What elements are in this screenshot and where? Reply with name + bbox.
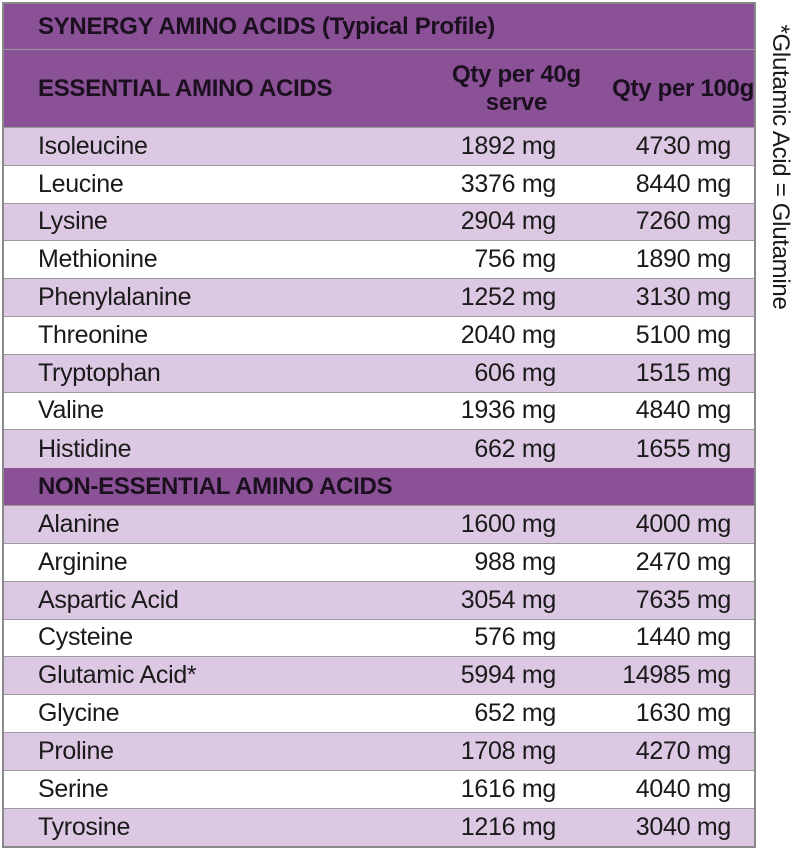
table-row (4, 582, 754, 620)
table-row (4, 695, 754, 733)
amino-acid-name: Phenylalanine (38, 283, 192, 312)
amino-acid-name: Tryptophan (38, 358, 161, 387)
qty-per-serve: 1252 mg (460, 283, 556, 312)
table-title-row (4, 4, 754, 50)
qty-per-100g: 1515 mg (635, 358, 731, 387)
qty-per-serve: 3376 mg (460, 169, 556, 198)
amino-acid-name: Arginine (38, 547, 128, 576)
qty-per-serve: 988 mg (474, 547, 556, 576)
qty-per-100g: 4840 mg (635, 396, 731, 425)
qty-per-serve: 5994 mg (460, 661, 556, 690)
table-row (4, 317, 754, 355)
qty-per-100g: 3130 mg (635, 283, 731, 312)
nonessential-rows (4, 506, 754, 846)
amino-acid-name: Proline (38, 736, 114, 765)
qty-per-serve: 1216 mg (460, 812, 556, 841)
table-row (4, 506, 754, 544)
qty-per-100g: 1890 mg (635, 245, 731, 274)
qty-per-serve: 1936 mg (460, 396, 556, 425)
amino-acid-name: Serine (38, 774, 109, 803)
qty-per-serve: 1600 mg (460, 510, 556, 539)
table-row (4, 657, 754, 695)
table-title: SYNERGY AMINO ACIDS (Typical Profile) (38, 12, 495, 40)
qty-per-serve: 652 mg (474, 699, 556, 728)
table-row (4, 733, 754, 771)
table-row (4, 128, 754, 166)
qty-per-100g: 14985 mg (622, 661, 731, 690)
qty-per-serve: 606 mg (474, 358, 556, 387)
qty-per-100g: 2470 mg (635, 547, 731, 576)
qty-per-100g: 4270 mg (635, 736, 731, 765)
qty-per-100g: 4000 mg (635, 510, 731, 539)
amino-acid-name: Alanine (38, 510, 120, 539)
column-header-row (4, 50, 754, 128)
qty-per-serve: 3054 mg (460, 585, 556, 614)
qty-per-100g: 3040 mg (635, 812, 731, 841)
amino-acid-name: Leucine (38, 169, 124, 198)
footnote (762, 2, 798, 332)
qty-per-100g: 1630 mg (635, 699, 731, 728)
qty-per-100g: 1655 mg (635, 434, 731, 463)
table-row (4, 809, 754, 847)
table-row (4, 771, 754, 809)
footnote-text: *Glutamic Acid = Glutamine (767, 24, 794, 310)
amino-acid-name: Threonine (38, 320, 148, 349)
amino-acid-name: Isoleucine (38, 131, 148, 160)
amino-acid-name: Methionine (38, 245, 158, 274)
qty-per-100g: 7260 mg (635, 207, 731, 236)
qty-per-serve: 1616 mg (460, 774, 556, 803)
amino-acid-name: Glutamic Acid* (38, 661, 197, 690)
amino-acid-table (2, 2, 756, 848)
qty-per-100g: 8440 mg (635, 169, 731, 198)
table-row (4, 544, 754, 582)
amino-acid-name: Aspartic Acid (38, 585, 179, 614)
qty-per-100g: 5100 mg (635, 320, 731, 349)
qty-per-100g: 4730 mg (635, 131, 731, 160)
essential-header: ESSENTIAL AMINO ACIDS (38, 74, 333, 102)
col-100g-header: Qty per 100g (612, 74, 754, 102)
amino-acid-name: Valine (38, 396, 104, 425)
amino-acid-name: Glycine (38, 699, 120, 728)
qty-per-serve: 576 mg (474, 623, 556, 652)
qty-per-100g: 1440 mg (635, 623, 731, 652)
table-row (4, 620, 754, 658)
col-serve-header: Qty per 40g serve (452, 60, 581, 116)
table-row (4, 355, 754, 393)
qty-per-serve: 662 mg (474, 434, 556, 463)
amino-acid-name: Cysteine (38, 623, 133, 652)
table-row (4, 204, 754, 242)
amino-acid-name: Histidine (38, 434, 132, 463)
table-row (4, 241, 754, 279)
qty-per-serve: 1892 mg (460, 131, 556, 160)
qty-per-serve: 2904 mg (460, 207, 556, 236)
qty-per-100g: 4040 mg (635, 774, 731, 803)
table-row (4, 279, 754, 317)
amino-acid-name: Lysine (38, 207, 108, 236)
table-row (4, 430, 754, 468)
qty-per-serve: 1708 mg (460, 736, 556, 765)
essential-rows (4, 128, 754, 468)
qty-per-100g: 7635 mg (635, 585, 731, 614)
qty-per-serve: 756 mg (474, 245, 556, 274)
amino-acid-name: Tyrosine (38, 812, 131, 841)
qty-per-serve: 2040 mg (460, 320, 556, 349)
table-row (4, 393, 754, 431)
nonessential-header-row (4, 468, 754, 506)
table-row (4, 166, 754, 204)
nonessential-header: NON-ESSENTIAL AMINO ACIDS (38, 472, 393, 500)
